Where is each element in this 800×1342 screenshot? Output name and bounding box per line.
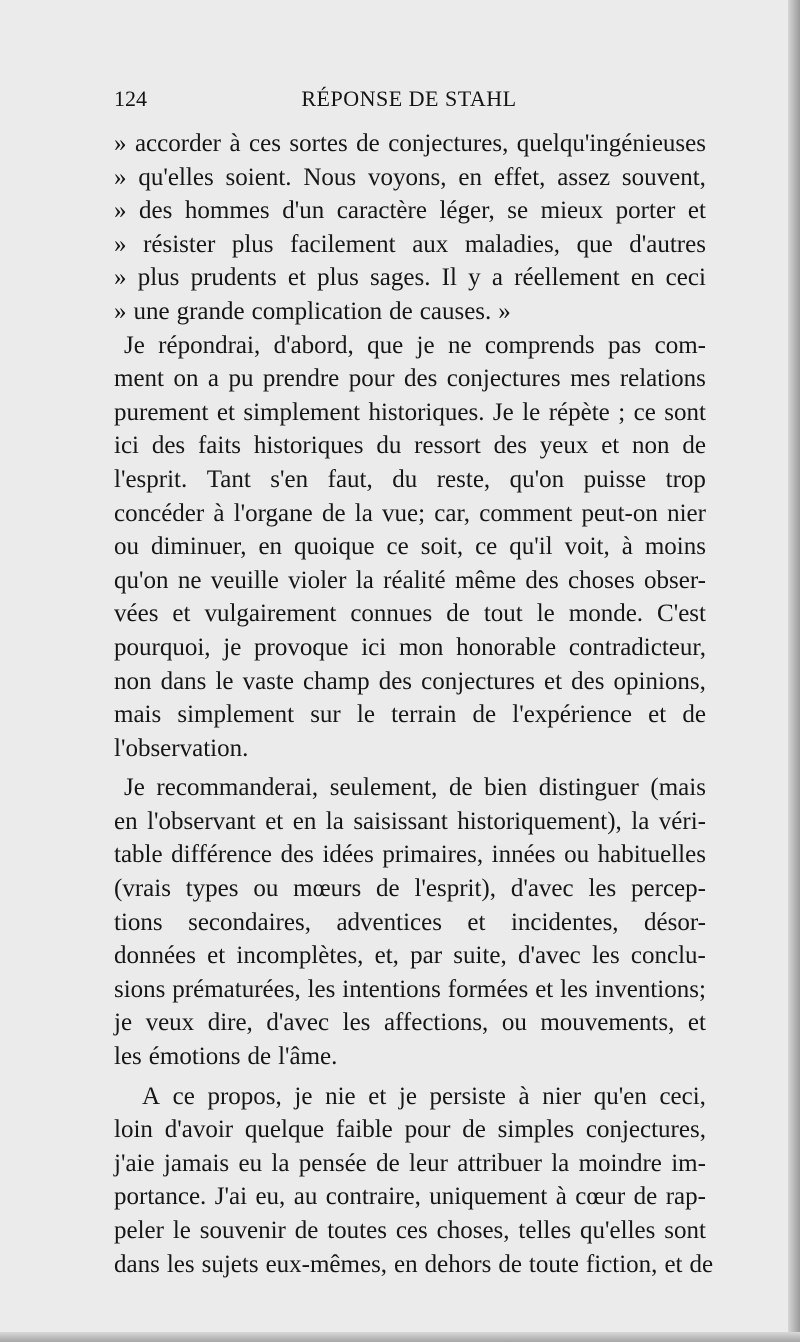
text-line: » accorder à ces sortes de conjectures, quelqu'ingénieuses: [114, 130, 706, 157]
paragraph-recommend: [114, 771, 706, 1073]
running-title: RÉPONSE DE STAHL: [301, 86, 517, 111]
page-edge-shadow-bottom: [0, 1332, 800, 1342]
text-line: purement et simplement historiques. Je le répète ; ce sont: [114, 398, 706, 426]
page-header: [114, 86, 704, 120]
paragraph-reply: [114, 329, 706, 766]
text-line: les émotions de l'âme.: [114, 1043, 338, 1071]
text-line: sions prématurées, les intentions formées et les inventions;: [114, 975, 706, 1003]
page-number: 124: [114, 86, 147, 111]
text-line: Je recommanderai, seulement, de bien distinguer (mais: [124, 774, 706, 802]
text-line: concéder à l'organe de la vue; car, comment peut-on nier: [114, 499, 706, 527]
text-line: ou diminuer, en quoique ce soit, ce qu'il voit, à moins: [114, 533, 706, 561]
text-line: portance. J'ai eu, au contraire, uniquement à cœur de rap-: [114, 1183, 706, 1211]
body-text: [114, 127, 714, 1281]
text-line: pourquoi, je provoque ici mon honorable contradicteur,: [114, 633, 706, 661]
text-line: je veux dire, d'avec les affections, ou mouvements, et: [114, 1009, 706, 1037]
text-line: l'esprit. Tant s'en faut, du reste, qu'on puisse trop: [114, 465, 706, 493]
paragraph-quoted-end: [114, 127, 706, 329]
text-line: » plus prudents et plus sages. Il y a réellement en ceci: [114, 264, 706, 292]
text-line: qu'on ne veuille violer la réalité même des choses obser-: [114, 566, 706, 594]
text-line: mais simplement sur le terrain de l'expérience et de: [114, 701, 706, 729]
text-line: table différence des idées primaires, innées ou habituelles: [114, 841, 706, 869]
text-line: Je répondrai, d'abord, que je ne comprends pas com-: [124, 331, 706, 359]
page-edge-shadow: [788, 0, 800, 1342]
text-line: non dans le vaste champ des conjectures et des opinions,: [114, 667, 706, 695]
text-line: vées et vulgairement connues de tout le monde. C'est: [114, 600, 706, 628]
text-line: dans les sujets eux-mêmes, en dehors de toute fiction, et de: [114, 1250, 714, 1278]
text-line: » des hommes d'un caractère léger, se mieux porter et: [114, 197, 706, 225]
text-line: » résister plus facilement aux maladies, que d'autres: [114, 230, 706, 258]
text-line: l'observation.: [114, 734, 249, 762]
text-line: loin d'avoir quelque faible pour de simples conjectures,: [114, 1116, 706, 1144]
text-line: » une grande complication de causes. »: [114, 297, 511, 325]
text-line: ment on a pu prendre pour des conjectures mes relations: [114, 365, 706, 393]
text-line: en l'observant et en la saisissant historiquement), la véri-: [114, 807, 706, 835]
text-line: ici des faits historiques du ressort des yeux et non de: [114, 432, 706, 460]
text-line: peler le souvenir de toutes ces choses, telles qu'elles sont: [114, 1217, 706, 1244]
text-line: données et incomplètes, et, par suite, d'avec les conclu-: [114, 942, 706, 970]
text-line: A ce propos, je nie et je persiste à nier qu'en ceci,: [142, 1082, 706, 1110]
paragraph-propos: [114, 1080, 714, 1282]
text-line: » qu'elles soient. Nous voyons, en effet, assez souvent,: [114, 163, 706, 191]
text-line: (vrais types ou mœurs de l'esprit), d'avec les percep-: [114, 875, 706, 903]
text-line: tions secondaires, adventices et incidentes, désor-: [114, 908, 706, 936]
text-line: j'aie jamais eu la pensée de leur attribuer la moindre im-: [114, 1149, 706, 1177]
